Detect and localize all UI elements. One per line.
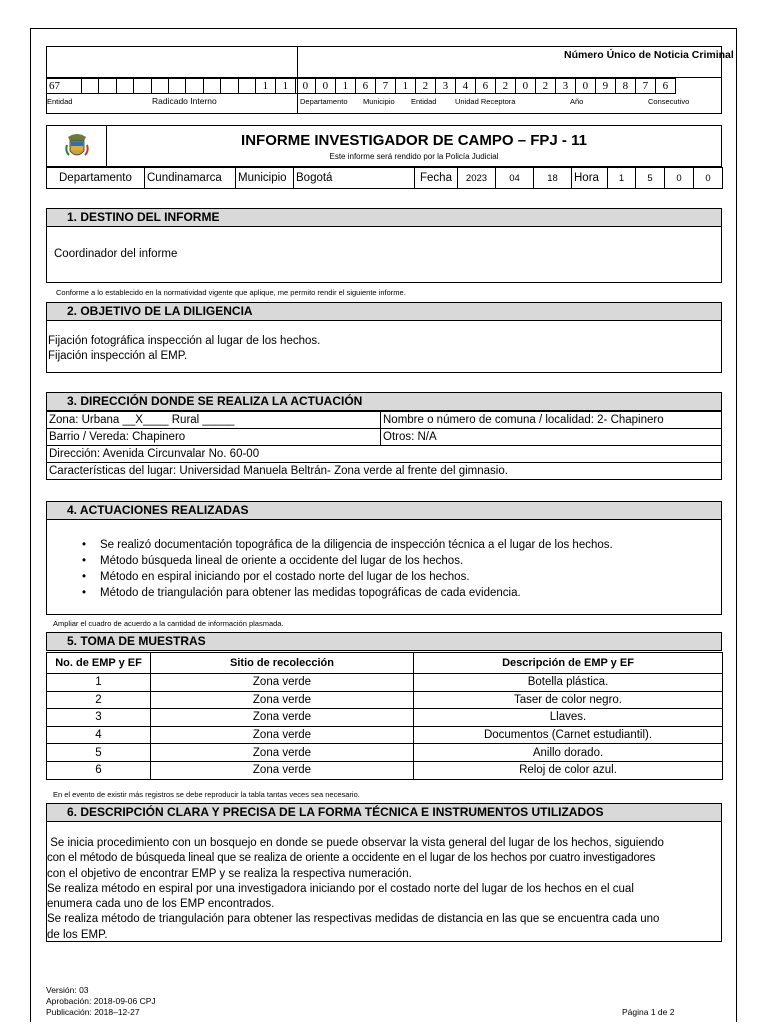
section2-line: Fijación fotográfica inspección al lugar de los hechos.	[48, 335, 321, 347]
logo-cell	[47, 126, 107, 166]
table-cell: Botella plástica.	[414, 674, 723, 692]
table-cell: Zona verde	[151, 744, 414, 762]
codigo-digit: 2	[415, 79, 435, 94]
table-cell: 3	[47, 709, 151, 727]
table-cell: Zona verde	[151, 691, 414, 709]
muestras-table	[46, 652, 723, 780]
coat-of-arms-icon	[64, 131, 90, 161]
codigo-digit: 1	[255, 79, 275, 94]
hora-label: Hora	[572, 168, 608, 189]
departamento-value: Cundinamarca	[145, 168, 236, 189]
label-radicado: Radicado Interno	[152, 96, 217, 106]
section2-box	[46, 321, 722, 373]
label-municipio: Municipio	[363, 97, 395, 106]
actuaciones-list	[82, 537, 613, 601]
codigo-digit: 3	[435, 79, 455, 94]
table-cell: Documentos (Carnet estudiantil).	[414, 726, 723, 744]
section1-note: Conforme a lo establecido en la normatividad vigente que aplique, me permito rendir el siguiente informe.	[56, 288, 406, 297]
table-cell: 1	[47, 674, 151, 692]
table-cell: 2	[47, 691, 151, 709]
label-entidad-2: Entidad	[411, 97, 437, 106]
comuna-field: Nombre o número de comuna / localidad: 2- Chapinero	[381, 412, 722, 429]
radicado-cell	[203, 79, 220, 94]
footer-aprobacion: Aprobación: 2018-09-06 CPJ	[46, 996, 156, 1006]
table-row	[47, 744, 723, 762]
paragraph-line: Se inicia procedimiento con un bosquejo en donde se puede observar la vista general del lugar de los hechos, siguiendo	[47, 837, 664, 849]
hora-digit: 0	[694, 168, 723, 189]
codigo-digit: 0	[515, 79, 535, 94]
zona-field: Zona: Urbana __X____ Rural _____	[47, 412, 381, 429]
table-row	[47, 709, 723, 727]
hora-digit: 5	[636, 168, 665, 189]
list-item: • Se realizó documentación topográfica de la diligencia de inspección técnica a el lugar de los hechos.	[82, 537, 613, 553]
paragraph-line: con el objetivo de encontrar EMP y se realiza la respectiva numeración.	[47, 867, 412, 880]
section4-note: Ampliar el cuadro de acuerdo a la cantidad de información plasmada.	[53, 619, 284, 628]
radicado-cell	[99, 79, 116, 94]
paragraph-line: de los EMP.	[47, 928, 108, 941]
codigo-digit: 7	[635, 79, 655, 94]
list-item: • Método de triangulación para obtener las medidas topográficas de cada evidencia.	[82, 585, 613, 601]
list-item: • Método en espiral iniciando por el costado norte del lugar de los hechos.	[82, 569, 613, 585]
table-cell: 4	[47, 726, 151, 744]
col-header: Sitio de recolección	[151, 653, 414, 674]
noticia-criminal-title: Número Único de Noticia Criminal	[564, 49, 734, 61]
fecha-year: 2023	[458, 168, 496, 189]
codigo-digit: 8	[615, 79, 635, 94]
section3-title: 3. DIRECCIÓN DONDE SE REALIZA LA ACTUACIÓN	[46, 392, 722, 411]
entidad-value: 67	[47, 79, 82, 94]
table-row	[47, 674, 723, 692]
radicado-cell	[134, 79, 151, 94]
section5-title: 5. TOMA DE MUESTRAS	[46, 632, 722, 651]
fecha-label: Fecha	[415, 168, 458, 189]
paragraph-line: enumera cada uno de los EMP encontrados.	[47, 898, 275, 911]
location-table	[46, 167, 723, 189]
table-cell: 6	[47, 761, 151, 779]
footer-version: Versión: 03	[46, 985, 89, 995]
section1-content: Coordinador del informe	[54, 248, 178, 260]
radicado-cell	[151, 79, 168, 94]
label-entidad: Entidad	[47, 97, 73, 106]
table-cell: Anillo dorado.	[414, 744, 723, 762]
fecha-day: 18	[534, 168, 572, 189]
otros-field: Otros: N/A	[381, 429, 722, 446]
codigo-digit: 1	[335, 79, 355, 94]
codigo-digit: 0	[575, 79, 595, 94]
paragraph-line: Se realiza método de triangulación para obtener las respectivas medidas de distancia en las que se encuentra cada uno	[47, 913, 660, 926]
col-header: No. de EMP y EF	[47, 653, 151, 674]
table-cell: 5	[47, 744, 151, 762]
label-unidad-receptora: Unidad Receptora	[455, 97, 516, 106]
list-item: • Método búsqueda lineal de oriente a occidente del lugar de los hechos.	[82, 553, 613, 569]
caracteristicas-field: Características del lugar: Universidad Manuela Beltrán- Zona verde al frente del gimnasio.	[47, 463, 722, 480]
footer-pagina: Página 1 de 2	[622, 1007, 675, 1017]
table-row	[47, 691, 723, 709]
table-cell: Reloj de color azul.	[414, 761, 723, 779]
label-anio: Año	[570, 97, 584, 106]
codigo-digit: 6	[655, 79, 675, 94]
radicado-cell	[186, 79, 203, 94]
section5-note: En el evento de existir más registros se debe reproducir la tabla tantas veces sea necesario.	[53, 790, 360, 799]
table-row	[47, 761, 723, 779]
codigo-digit: 1	[275, 79, 295, 94]
label-departamento: Departamento	[300, 97, 348, 106]
section6-paragraph	[47, 836, 723, 943]
barrio-field: Barrio / Vereda: Chapinero	[47, 429, 381, 446]
codigo-digit: 3	[555, 79, 575, 94]
radicado-cell	[238, 79, 255, 94]
form-title: INFORME INVESTIGADOR DE CAMPO – FPJ - 11	[241, 132, 587, 149]
departamento-label: Departamento	[47, 168, 145, 189]
codigo-digit: 9	[595, 79, 615, 94]
codigo-digit: 2	[495, 79, 515, 94]
form-header	[46, 125, 722, 167]
table-cell: Zona verde	[151, 761, 414, 779]
codigo-digit: 2	[535, 79, 555, 94]
codigo-digit: 1	[395, 79, 415, 94]
section6-title: 6. DESCRIPCIÓN CLARA Y PRECISA DE LA FORMA TÉCNICA E INSTRUMENTOS UTILIZADOS	[46, 803, 722, 822]
section2-title: 2. OBJETIVO DE LA DILIGENCIA	[46, 302, 722, 321]
radicado-cell	[116, 79, 133, 94]
radicado-cell	[168, 79, 185, 94]
radicado-cell	[221, 79, 238, 94]
codigo-digit: 6	[355, 79, 375, 94]
codigo-digit: 4	[455, 79, 475, 94]
hora-digit: 0	[665, 168, 694, 189]
codigo-table	[46, 78, 676, 94]
section4-title: 4. ACTUACIONES REALIZADAS	[46, 501, 722, 520]
radicado-cell	[82, 79, 99, 94]
table-row	[47, 726, 723, 744]
label-consecutivo: Consecutivo	[648, 97, 690, 106]
col-header: Descripción de EMP y EF	[414, 653, 723, 674]
municipio-label: Municipio	[236, 168, 294, 189]
table-cell: Zona verde	[151, 674, 414, 692]
table-cell: Llaves.	[414, 709, 723, 727]
codigo-digit: 0	[295, 79, 315, 94]
section1-title: 1. DESTINO DEL INFORME	[46, 208, 722, 227]
table-cell: Zona verde	[151, 709, 414, 727]
form-subtitle: Este informe será rendido por la Policía Judicial	[329, 152, 499, 161]
table-cell: Taser de color negro.	[414, 691, 723, 709]
paragraph-line: con el método de búsqueda lineal que se realiza de oriente a occidente en el lugar de los hechos por cuatro investigadores	[47, 852, 656, 865]
codigo-digit: 7	[375, 79, 395, 94]
section2-line: Fijación inspección al EMP.	[48, 350, 188, 362]
section3-table	[46, 411, 722, 480]
footer-publicacion: Publicación: 2018–12-27	[46, 1007, 140, 1017]
codigo-digit: 6	[475, 79, 495, 94]
hora-digit: 1	[608, 168, 636, 189]
codigo-digit: 0	[315, 79, 335, 94]
paragraph-line: Se realiza método en espiral por una investigadora iniciando por el costado norte del lugar de los hechos en el cual	[47, 882, 634, 895]
direccion-field: Dirección: Avenida Circunvalar No. 60-00	[47, 446, 722, 463]
table-cell: Zona verde	[151, 726, 414, 744]
municipio-value: Bogotá	[294, 168, 415, 189]
fecha-month: 04	[496, 168, 534, 189]
